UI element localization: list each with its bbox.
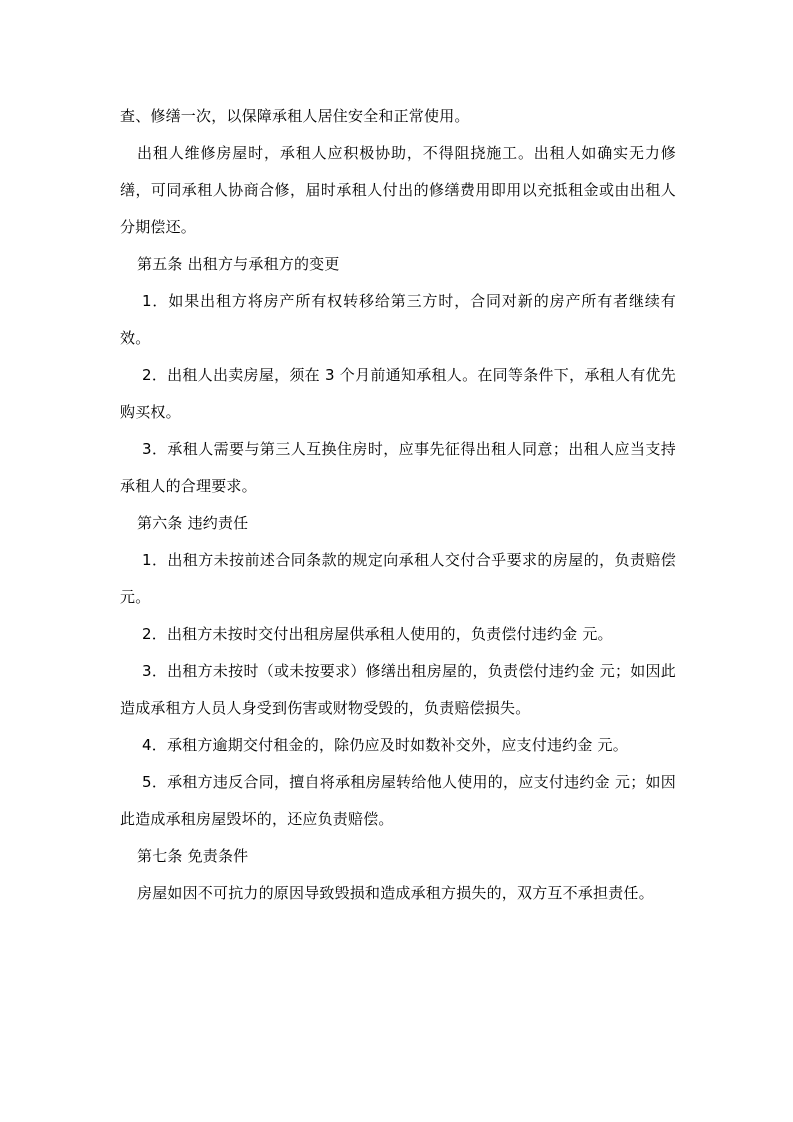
document-page bbox=[120, 98, 676, 912]
article-6-clause-4: 4．承租方逾期交付租金的，除仍应及时如数补交外，应支付违约金 元。 bbox=[142, 736, 628, 754]
article-5-clause-1: 1．如果出租方将房产所有权转移给第三方时，合同对新的房产所有者继续有效。 bbox=[120, 292, 676, 347]
article-6-clause-2: 2．出租方未按时交付出租房屋供承租人使用的，负责偿付违约金 元。 bbox=[142, 625, 613, 643]
article-5-clause-3: 3．承租人需要与第三人互换住房时，应事先征得出租人同意；出租人应当支持承租人的合理要求。 bbox=[120, 440, 676, 495]
article-6-clause-1: 1．出租方未按前述合同条款的规定向承租人交付合乎要求的房屋的，负责赔偿 元。 bbox=[120, 551, 676, 606]
paragraph-repair-continuation: 查、修缮一次，以保障承租人居住安全和正常使用。 bbox=[120, 107, 470, 125]
article-7-clause: 房屋如因不可抗力的原因导致毁损和造成承租方损失的，双方互不承担责任。 bbox=[137, 884, 654, 902]
article-5-clause-2: 2．出租人出卖房屋，须在 3 个月前通知承租人。在同等条件下，承租人有优先购买权。 bbox=[120, 366, 676, 421]
paragraph-repair-cooperation: 出租人维修房屋时，承租人应积极协助，不得阻挠施工。出租人如确实无力修缮，可同承租人协商合修，届时承租人付出的修缮费用即用以充抵租金或由出租人分期偿还。 bbox=[120, 144, 676, 236]
article-6-clause-3: 3．出租方未按时（或未按要求）修缮出租房屋的，负责偿付违约金 元；如因此造成承租方人员人身受到伤害或财物受毁的，负责赔偿损失。 bbox=[120, 662, 676, 717]
article-5-heading: 第五条 出租方与承租方的变更 bbox=[137, 255, 340, 273]
article-6-clause-5: 5．承租方违反合同，擅自将承租房屋转给他人使用的，应支付违约金 元；如因此造成承租房屋毁坏的，还应负责赔偿。 bbox=[120, 773, 676, 828]
article-7-heading: 第七条 免责条件 bbox=[137, 847, 249, 865]
article-6-heading: 第六条 违约责任 bbox=[137, 514, 249, 532]
